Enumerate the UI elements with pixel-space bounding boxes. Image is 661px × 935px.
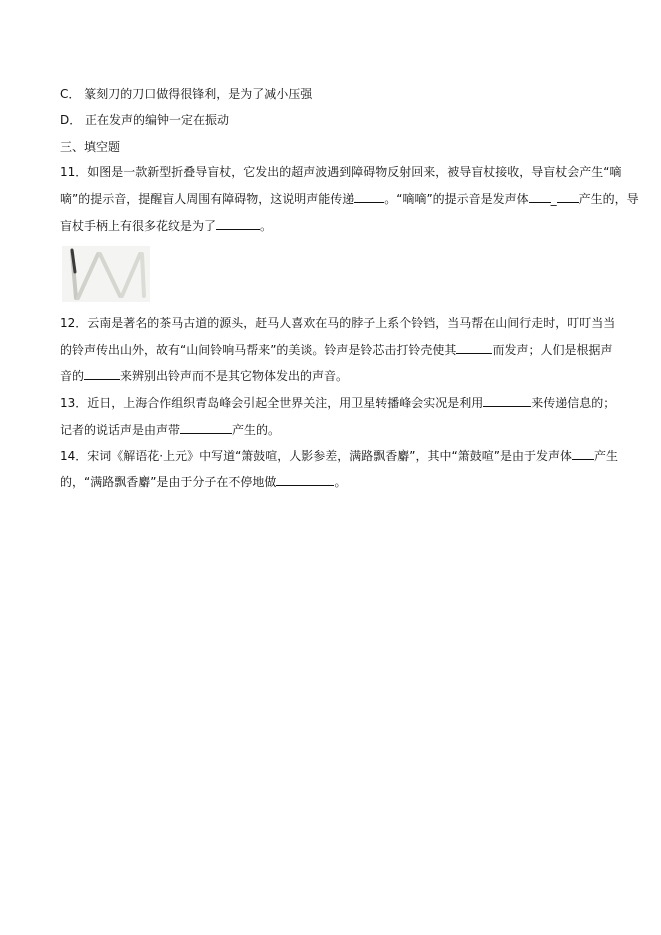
q12-blank-2[interactable]	[84, 367, 120, 380]
option-c: C． 篆刻刀的刀口做得很锋利，是为了减小压强	[60, 87, 313, 101]
q11-blank-2b[interactable]	[557, 190, 579, 203]
q13-blank-1[interactable]	[483, 394, 531, 407]
q12-blank-1[interactable]	[456, 341, 492, 354]
q13-line-2: 记者的说话声是由声带 产生的。	[60, 423, 281, 437]
q12-line-1: 12．云南是著名的茶马古道的源头，赶马人喜欢在马的脖子上系个铃铛，当马帮在山间行走时，叮叮当当	[60, 316, 616, 330]
q14-blank-2[interactable]	[276, 473, 334, 486]
q11-blank-3[interactable]	[216, 217, 260, 230]
q11-blank-1[interactable]	[354, 190, 384, 203]
q11-line-2: 嘀”的提示音，提醒盲人周围有障碍物，这说明声能传递 。“嘀嘀”的提示音是发声体 _ 产生的，导	[60, 192, 639, 206]
q12-line-2: 的铃声传出山外，故有“山间铃响马帮来”的美谈。铃声是铃芯击打铃壳使其 而发声；人们是根据声	[60, 343, 613, 357]
q11-line-1: 11．如图是一款新型折叠导盲杖，它发出的超声波遇到障碍物反射回来，被导盲杖接收，导盲杖会产生“嘀	[60, 165, 622, 179]
q11-blank-2a[interactable]	[529, 190, 551, 203]
q12-line-3: 音的 来辨别出铃声而不是其它物体发出的声音。	[60, 369, 349, 383]
folding-cane-image	[62, 246, 150, 302]
q14-blank-1[interactable]	[572, 447, 594, 460]
q14-line-2: 的，“满路飘香麝”是由于分子在不停地做 。	[60, 475, 347, 489]
q13-blank-2[interactable]	[180, 421, 232, 434]
q13-line-1: 13．近日，上海合作组织青岛峰会引起全世界关注，用卫星转播峰会实况是利用 来传递信息的；	[60, 396, 616, 410]
option-d: D． 正在发声的编钟一定在振动	[60, 113, 230, 127]
q14-line-1: 14．宋词《解语花·上元》中写道“箫鼓喧，人影参差，满路飘香麝”，其中“箫鼓喧”是由于发声体 产生	[60, 449, 618, 463]
section-title: 三、填空题	[60, 140, 121, 154]
q11-line-3: 盲杖手柄上有很多花纹是为了 。	[60, 219, 273, 233]
